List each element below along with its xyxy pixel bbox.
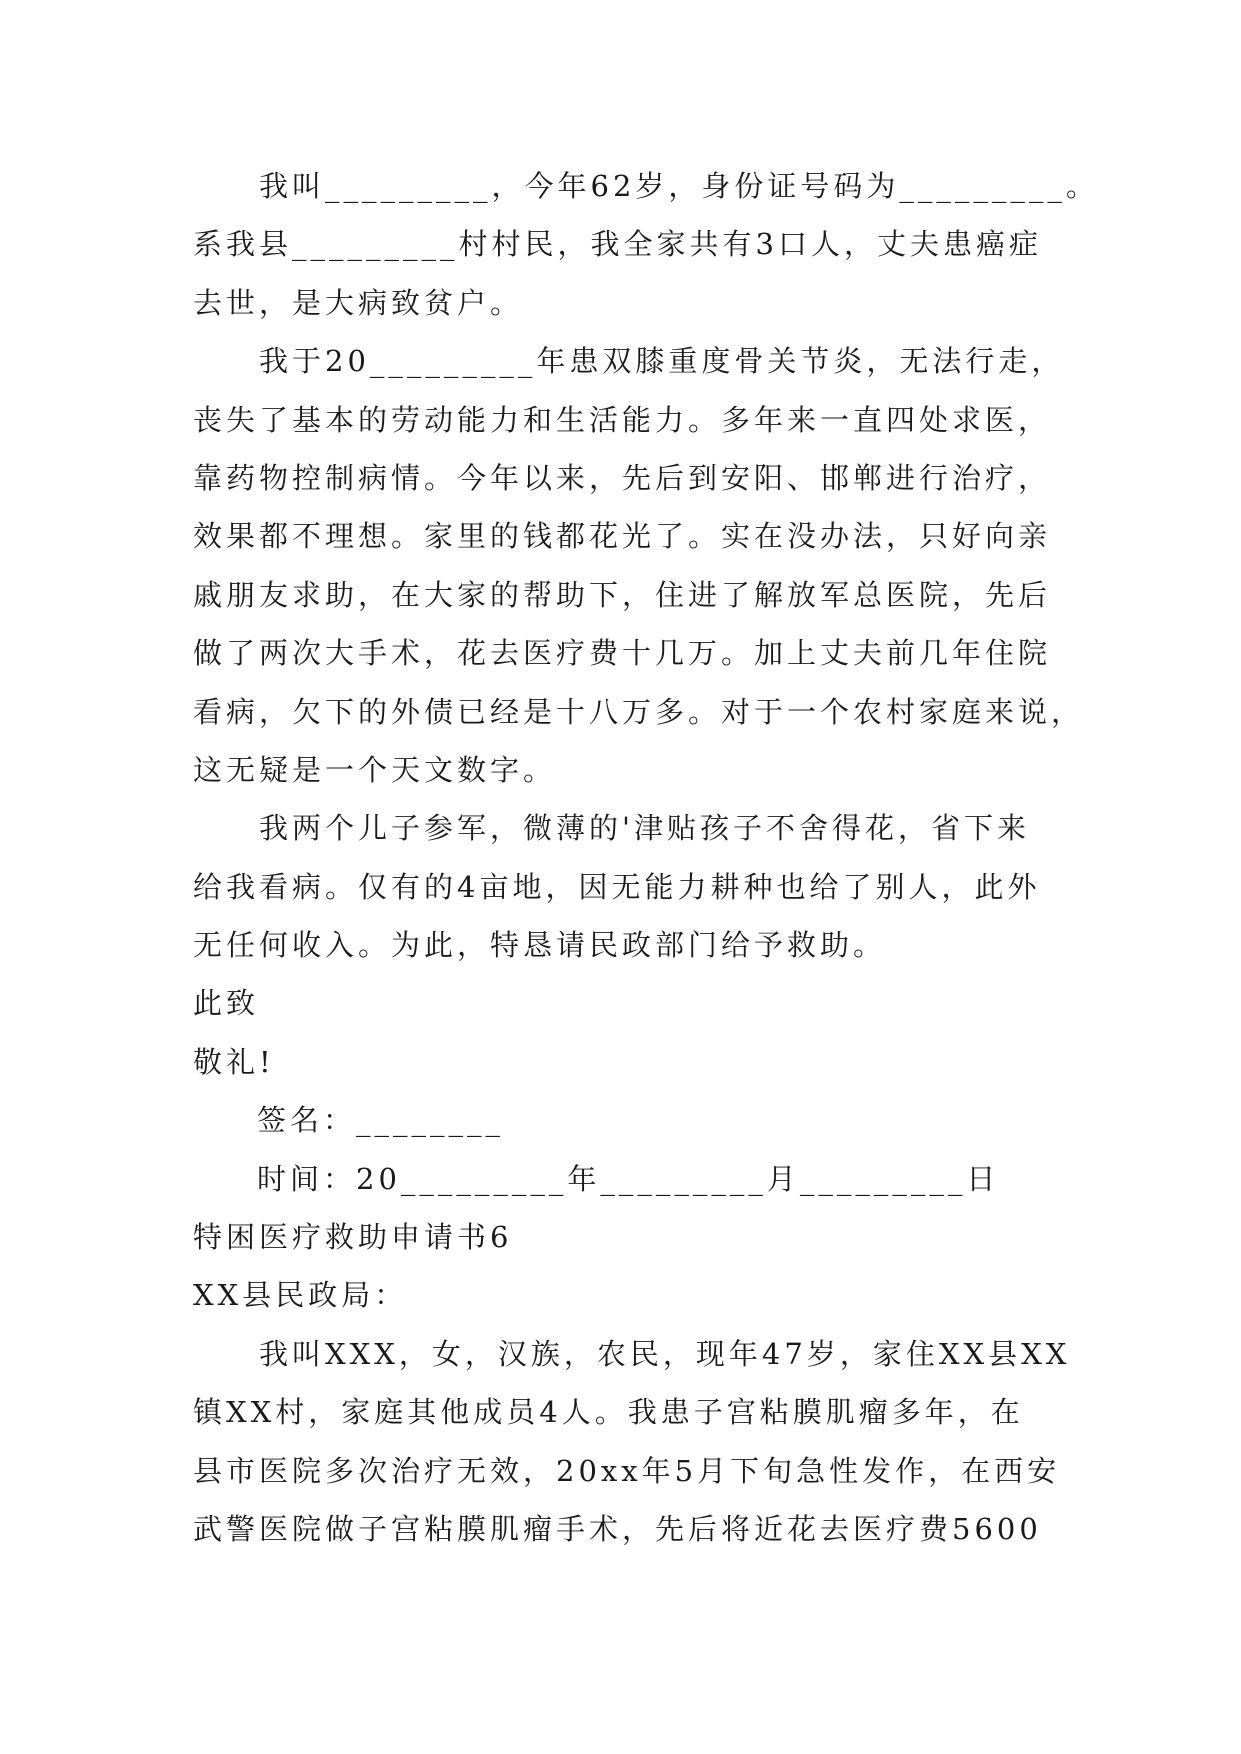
signature-line: 签名：________: [257, 1103, 505, 1138]
paragraph-line: 县市医院多次治疗无效，20xx年5月下旬急性发作，在西安: [193, 1453, 1061, 1488]
paragraph-line: 丧失了基本的劳动能力和生活能力。多年来一直四处求医，: [193, 402, 1052, 437]
paragraph-line: 系我县_________村村民，我全家共有3口人，丈夫患癌症: [193, 227, 1042, 262]
paragraph-line: 武警医院做子宫粘膜肌瘤手术，先后将近花去医疗费5600: [193, 1511, 1042, 1546]
paragraph-line: 这无疑是一个天文数字。: [193, 752, 557, 787]
paragraph-line: 我叫XXX，女，汉族，农民，现年47岁，家住XX县XX: [259, 1336, 1071, 1371]
paragraph-line: 做了两次大手术，花去医疗费十几万。加上丈夫前几年住院: [193, 636, 1052, 671]
paragraph-line: 看病，欠下的外债已经是十八万多。对于一个农村家庭来说，: [193, 694, 1085, 729]
paragraph-line: 无任何收入。为此，特恳请民政部门给予救助。: [193, 928, 887, 963]
paragraph-line: 戚朋友求助，在大家的帮助下，住进了解放军总医院，先后: [193, 577, 1052, 612]
paragraph-line: 镇XX村，家庭其他成员4人。我患子宫粘膜肌瘤多年，在: [193, 1395, 1024, 1430]
paragraph-line: 效果都不理想。家里的钱都花光了。实在没办法，只好向亲: [193, 519, 1052, 554]
addressee: XX县民政局：: [193, 1278, 408, 1313]
date-line: 时间：20_________年_________月_________日: [257, 1161, 1000, 1196]
section-title: 特困医疗救助申请书6: [193, 1220, 513, 1255]
paragraph-line: 靠药物控制病情。今年以来，先后到安阳、邯郸进行治疗，: [193, 460, 1052, 495]
paragraph-line: 我于20_________年患双膝重度骨关节炎，无法行走，: [259, 344, 1065, 379]
paragraph-line: 我叫_________，今年62岁，身份证号码为_________。: [259, 169, 1099, 203]
paragraph-line: 我两个儿子参军，微薄的'津贴孩子不舍得花，省下来: [259, 811, 1030, 846]
paragraph-line: 给我看病。仅有的4亩地，因无能力耕种也给了别人，此外: [193, 869, 1041, 904]
closing-salutation: 此致: [193, 986, 260, 1021]
document-body: [193, 157, 1099, 1558]
paragraph-line: 去世，是大病致贫户。: [193, 285, 524, 320]
closing-regards: 敬礼!: [193, 1044, 275, 1079]
